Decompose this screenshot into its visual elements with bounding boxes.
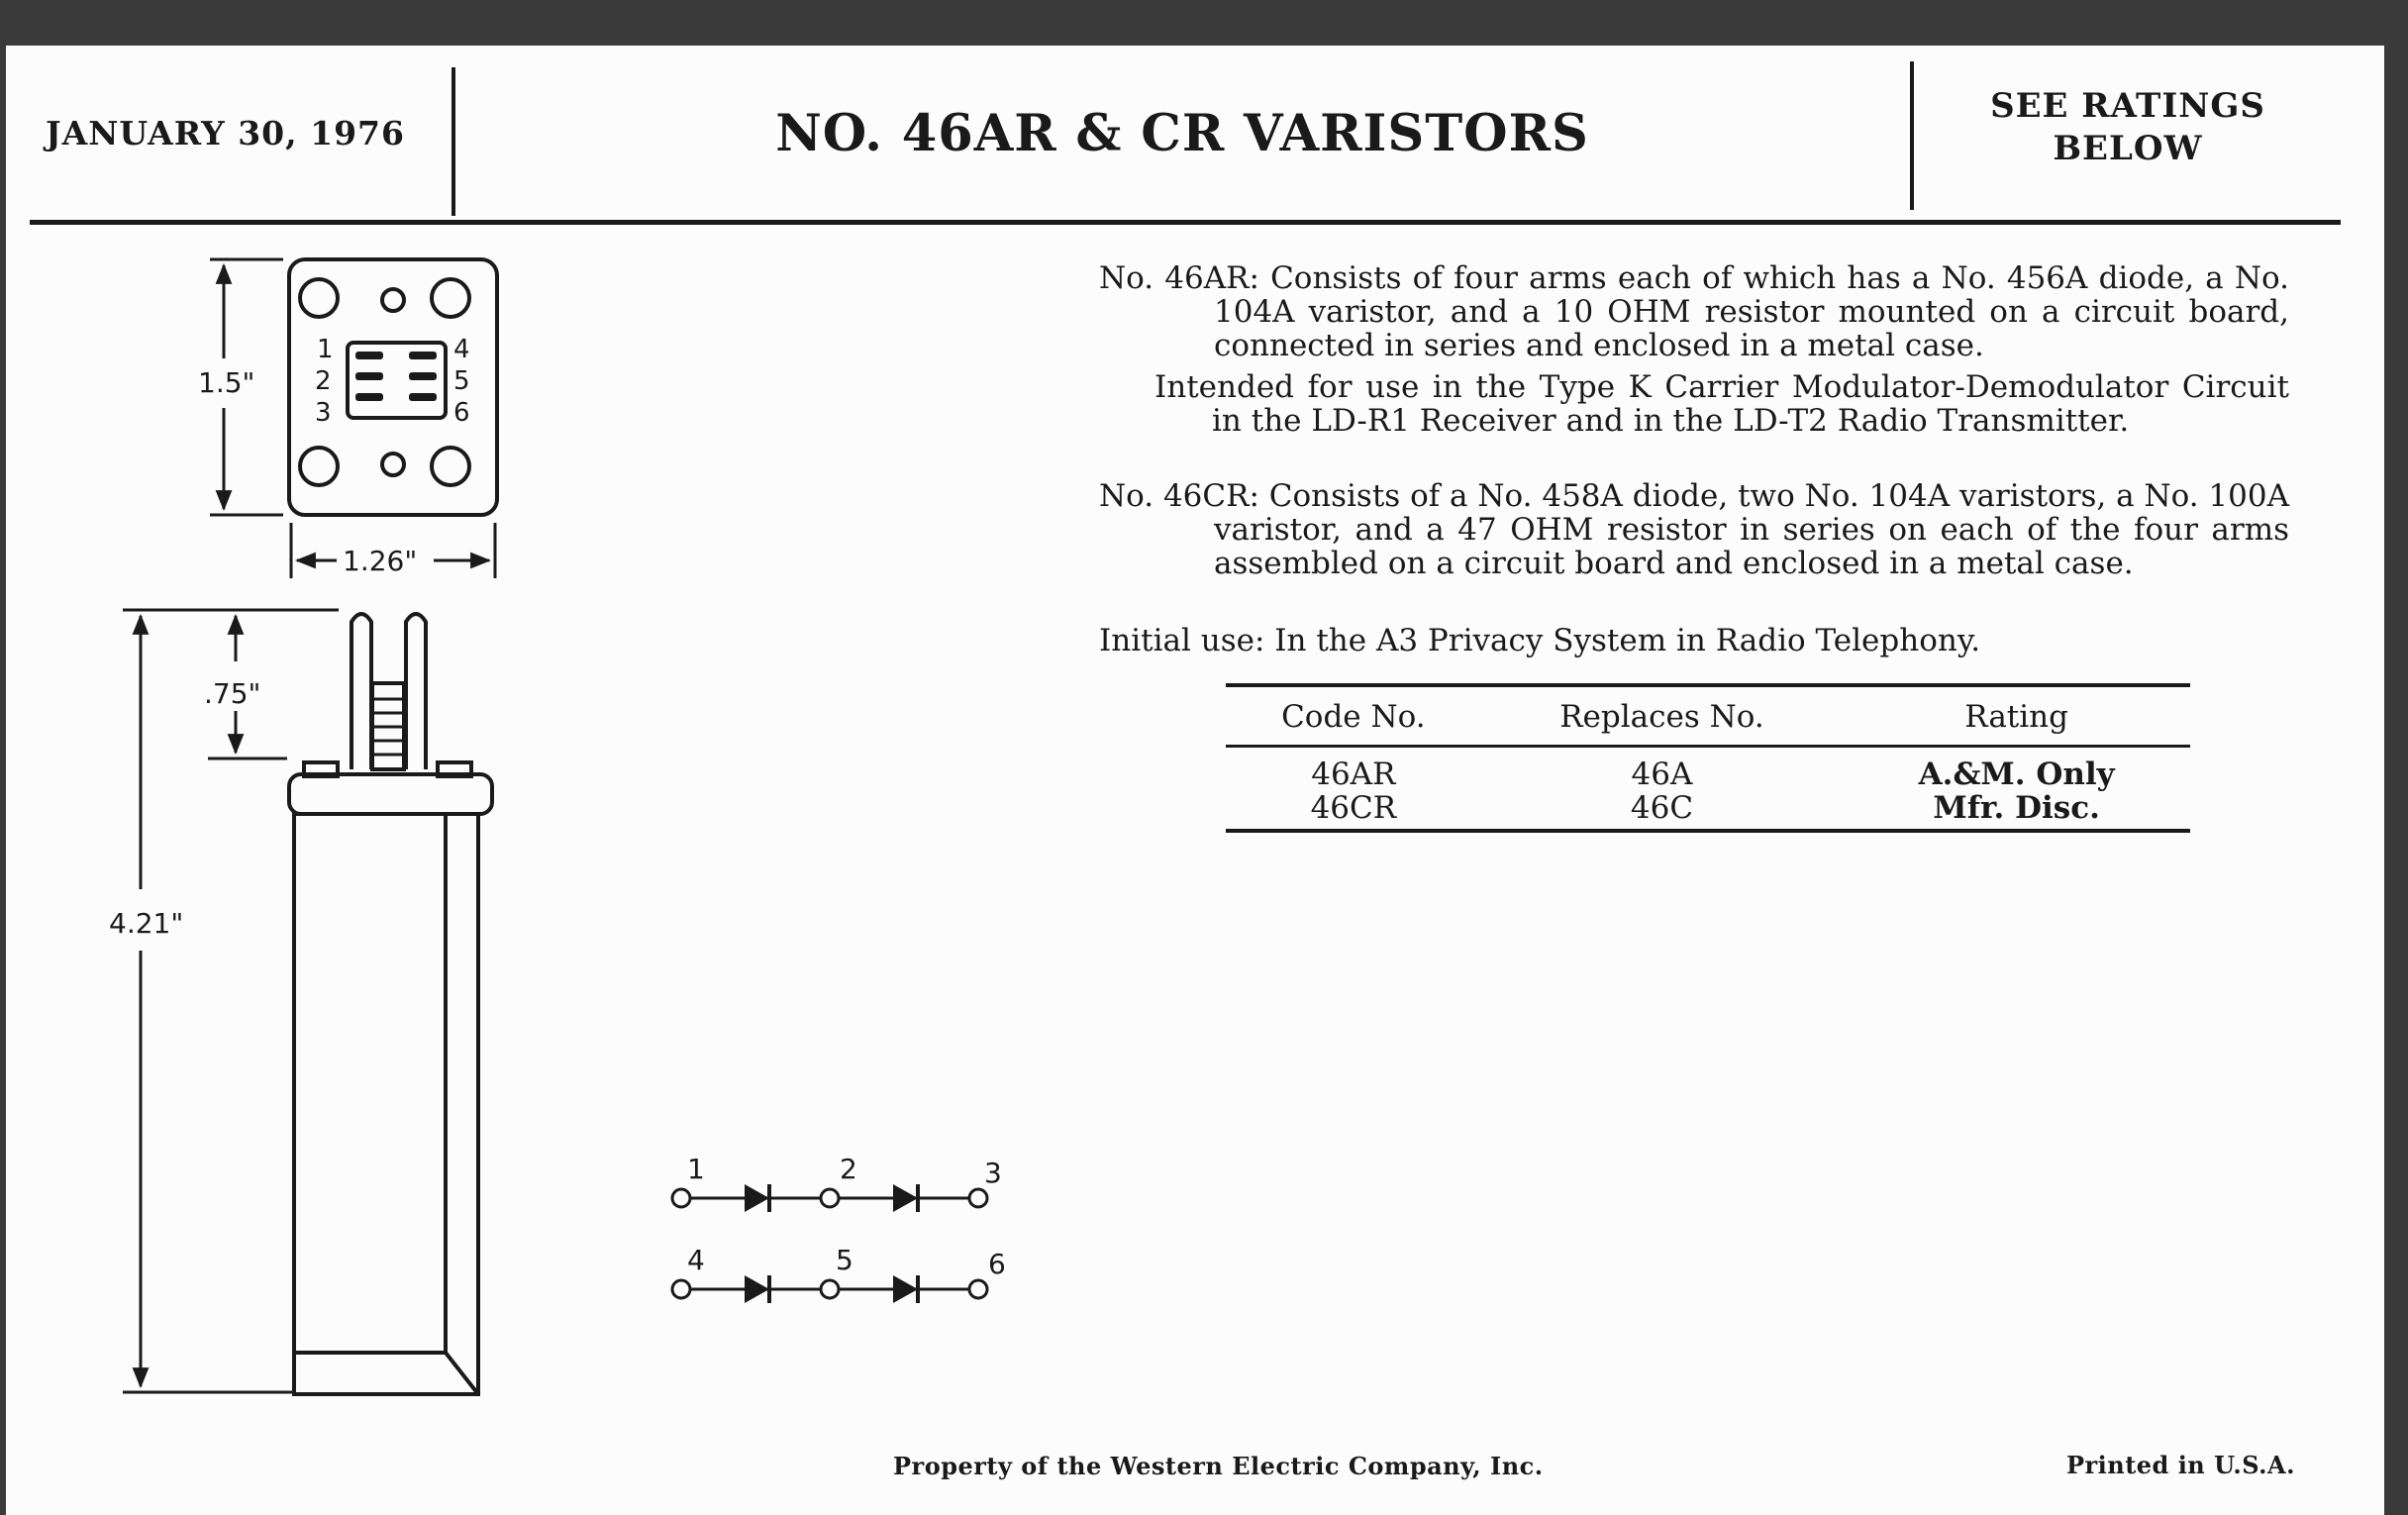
cell-rating: A.&M. Only — [1918, 757, 2115, 792]
schematic-label: 6 — [988, 1248, 1006, 1280]
desc-46cr-text: Consists of a No. 458A diode, two No. 104A varistors, a No. 100A varistor, and a 47 OHM resistor in series on each of the four arms assembled on a circuit board and enclosed in a metal case. — [1214, 478, 2289, 581]
pin-slot — [355, 352, 383, 359]
pin-slot — [355, 393, 383, 401]
schematic — [672, 1184, 987, 1303]
small-hole — [382, 289, 404, 311]
side-view — [289, 614, 492, 1394]
cell-replaces: 46A — [1631, 757, 1693, 792]
schematic-label: 4 — [687, 1244, 705, 1276]
pin-slot — [409, 352, 437, 359]
cell-code: 46AR — [1311, 757, 1396, 792]
pin-label: 2 — [315, 366, 332, 396]
desc-46ar-text: Consists of four arms each of which has a No. 456A diode, a No. 104A varistor, and a 10 OHM resistor mounted on a circuit board, connected in series and enclosed in a metal case. — [1214, 260, 2289, 363]
desc-initial-text: In the A3 Privacy System in Radio Telephony. — [1274, 623, 1981, 658]
diode-icon — [745, 1275, 769, 1303]
dim-width-label: 1.26" — [343, 545, 418, 577]
cell-code: 46CR — [1226, 791, 1481, 831]
footer-property: Property of the Western Electric Company, Inc. — [893, 1452, 1544, 1480]
desc-46ar-label: No. 46AR: — [1099, 260, 1259, 296]
small-hole — [382, 454, 404, 475]
header-date: JANUARY 30, 1976 — [46, 114, 405, 152]
mounting-hole — [432, 448, 469, 485]
desc-initial-label: Initial use: — [1099, 623, 1265, 658]
cell-rating: Mfr. Disc. — [1843, 791, 2190, 831]
mounting-hole — [432, 279, 469, 317]
diode-icon — [745, 1184, 769, 1212]
dim-overall-label: 4.21" — [109, 907, 184, 940]
pin-label: 5 — [453, 366, 470, 396]
dim-terminal-label: .75" — [204, 677, 261, 710]
cell-replaces: 46C — [1481, 791, 1844, 831]
schematic-label: 2 — [840, 1153, 857, 1185]
footer-printed: Printed in U.S.A. — [2065, 1451, 2295, 1479]
schematic-label: 3 — [984, 1157, 1002, 1189]
desc-46cr-label: No. 46CR: — [1099, 478, 1259, 514]
schematic-label: 1 — [687, 1153, 705, 1185]
mounting-hole — [300, 448, 338, 485]
col-rating: Rating — [1843, 685, 2190, 747]
pin-slot — [409, 393, 437, 401]
diode-icon — [893, 1275, 918, 1303]
col-code: Code No. — [1226, 685, 1481, 747]
pin-slot — [355, 372, 383, 380]
page-title: NO. 46AR & CR VARISTORS — [775, 104, 1589, 163]
pin-slot — [409, 372, 437, 380]
pin-label: 4 — [453, 335, 470, 364]
header-ratings-line1: SEE RATINGS — [1990, 86, 2265, 126]
schematic-label: 5 — [836, 1244, 853, 1276]
col-replaces: Replaces No. — [1481, 685, 1844, 747]
dim-height-label: 1.5" — [198, 366, 255, 399]
diode-icon — [893, 1184, 918, 1212]
pin-label: 6 — [453, 398, 470, 428]
pin-label: 3 — [315, 398, 332, 428]
pin-label: 1 — [317, 335, 334, 364]
desc-intended-text: Intended for use in the Type K Carrier Modulator-Demodulator Circuit in the LD-R1 Receiver and in the LD-T2 Radio Transmitter. — [1154, 369, 2289, 439]
mounting-hole — [300, 279, 338, 317]
header-ratings-line2: BELOW — [2053, 129, 2203, 168]
